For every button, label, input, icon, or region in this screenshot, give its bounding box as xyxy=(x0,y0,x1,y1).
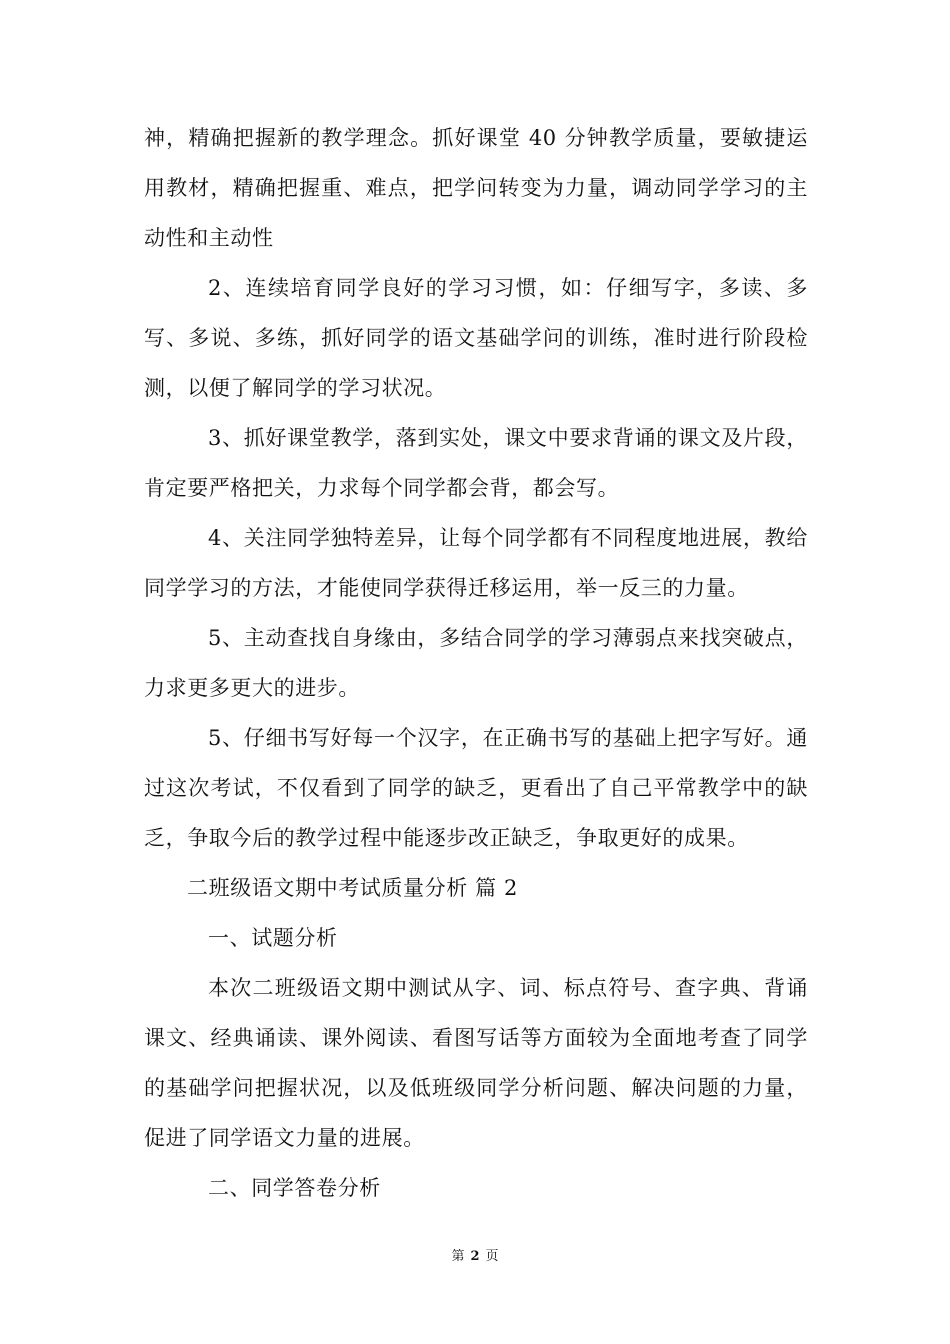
paragraph-item-3: 3、抓好课堂教学，落到实处，课文中要求背诵的课文及片段，肯定要严格把关，力求每个同学都会背，都会写。 xyxy=(144,426,808,500)
paragraph-item-2: 2、连续培育同学良好的学习习惯，如：仔细写字，多读、多写、多说、多练，抓好同学的语文基础学问的训练，准时进行阶段检测，以便了解同学的学习状况。 xyxy=(144,276,808,400)
paragraph-item-4: 4、关注同学独特差异，让每个同学都有不同程度地进展，教给同学学习的方法，才能使同学获得迁移运用，举一反三的力量。 xyxy=(144,526,808,600)
page-footer xyxy=(0,1247,950,1267)
section-title: 二班级语文期中考试质量分析 篇 2 xyxy=(187,876,518,900)
footer-prefix: 第 xyxy=(451,1249,465,1264)
paragraph-continuation: 神，精确把握新的教学理念。抓好课堂 40 分钟教学质量，要敏捷运用教材，精确把握重、难点，把学问转变为力量，调动同学学习的主动性和主动性 xyxy=(144,126,808,250)
section-heading-2: 二、同学答卷分析 xyxy=(208,1176,381,1200)
page-number: 2 xyxy=(470,1249,480,1264)
document-body xyxy=(144,113,808,1213)
paragraph-analysis: 本次二班级语文期中测试从字、词、标点符号、查字典、背诵课文、经典诵读、课外阅读、看图写话等方面较为全面地考查了同学的基础学问把握状况，以及低班级同学分析问题、解决问题的力量，促进了同学语文力量的进展。 xyxy=(144,976,808,1150)
paragraph-item-5a: 5、主动查找自身缘由，多结合同学的学习薄弱点来找突破点，力求更多更大的进步。 xyxy=(144,626,808,700)
section-heading-1: 一、试题分析 xyxy=(208,926,338,950)
paragraph-item-5b: 5、仔细书写好每一个汉字，在正确书写的基础上把字写好。通过这次考试，不仅看到了同学的缺乏，更看出了自己平常教学中的缺乏，争取今后的教学过程中能逐步改正缺乏，争取更好的成果。 xyxy=(144,726,808,850)
footer-suffix: 页 xyxy=(485,1249,499,1264)
